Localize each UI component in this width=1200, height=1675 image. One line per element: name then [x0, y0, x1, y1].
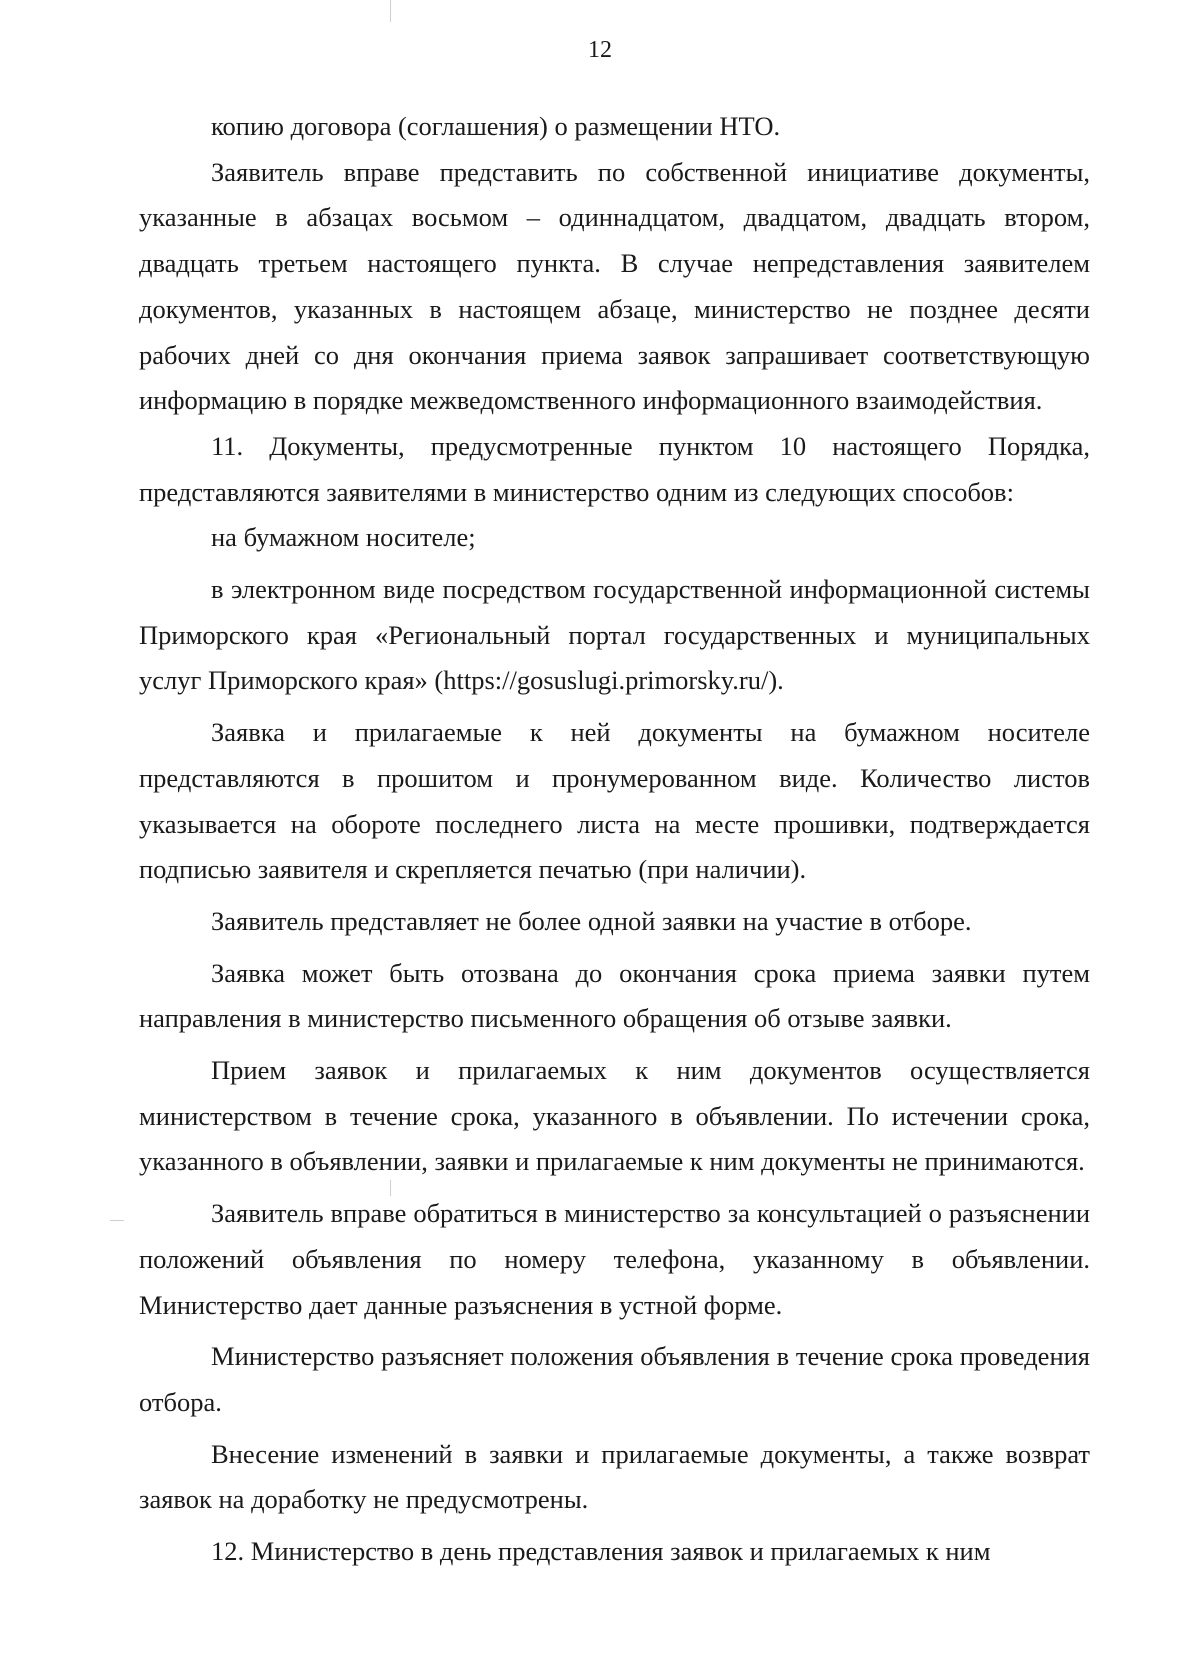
paragraph: Заявитель вправе представить по собственной инициативе документы, указанные в абзацах восьмом – одиннадцатом, двадцатом, двадцать втором, двадцать третьем настоящего пункта. В случае непредставления заявителем документов, указанных в настоящем абзаце, министерство не позднее десяти рабочих дней со дня окончания приема заявок запрашивает соответствующую информацию в порядке межведомственного информационного взаимодействия. — [139, 156, 1090, 416]
paragraph: в электронном виде посредством государственной информационной системы Приморского края «Региональный портал государственных и муниципальных услуг Приморского края» (https://gosuslugi.primorsky.ru/). — [139, 574, 1090, 696]
paragraph: Заявка может быть отозвана до окончания срока приема заявки путем направления в министерство письменного обращения об отзыве заявки. — [139, 957, 1090, 1034]
paragraph: 12. Министерство в день представления заявок и прилагаемых к ним — [211, 1536, 991, 1567]
paragraph: копию договора (соглашения) о размещении НТО. — [211, 111, 781, 141]
scan-mark — [110, 1220, 124, 1221]
paragraph: Заявитель вправе обратиться в министерство за консультацией о разъяснении положений объявления по номеру телефона, указанному в объявлении. Министерство дает данные разъяснения в устной форме. — [139, 1198, 1090, 1320]
paragraph: Прием заявок и прилагаемых к ним документов осуществляется министерством в течение срока, указанного в объявлении. По истечении срока, указанного в объявлении, заявки и прилагаемые к ним документы не принимаются. — [139, 1055, 1090, 1177]
page-number: 12 — [588, 37, 612, 63]
paragraph: Внесение изменений в заявки и прилагаемые документы, а также возврат заявок на доработку не предусмотрены. — [139, 1438, 1090, 1515]
document-body — [139, 104, 1090, 1575]
paragraph: Министерство разъясняет положения объявления в течение срока проведения отбора. — [139, 1341, 1090, 1417]
paragraph: 11. Документы, предусмотренные пунктом 10 настоящего Порядка, представляются заявителями в министерство одним из следующих способов: — [139, 430, 1090, 507]
scan-mark — [390, 0, 391, 22]
paragraph: Заявитель представляет не более одной заявки на участие в отборе. — [211, 905, 972, 936]
paragraph: на бумажном носителе; — [211, 522, 476, 553]
paragraph: Заявка и прилагаемые к ней документы на бумажном носителе представляются в прошитом и пронумерованном виде. Количество листов указывается на обороте последнего листа на месте прошивки, подтверждается подписью заявителя и скрепляется печатью (при наличии). — [139, 717, 1090, 885]
